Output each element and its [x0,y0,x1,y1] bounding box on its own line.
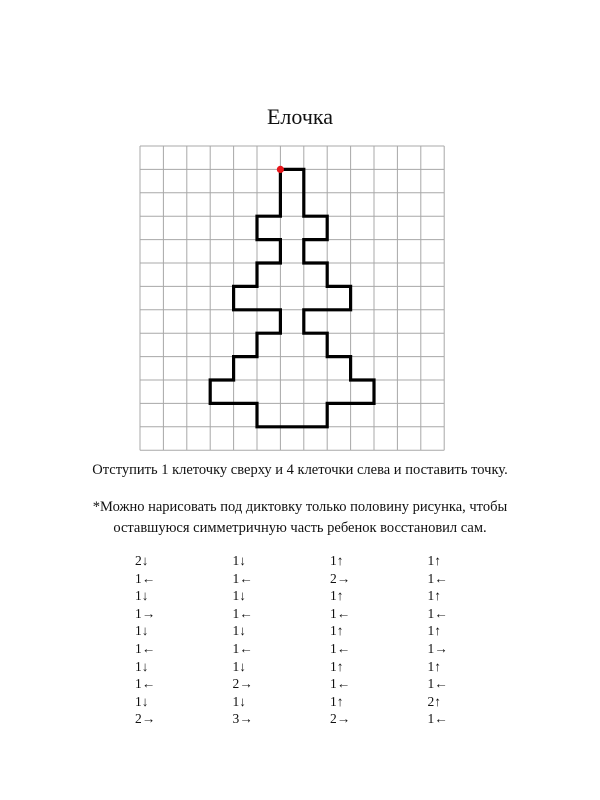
step-column [233,552,331,728]
step-item: 1↑ [330,588,344,604]
step-column [428,552,526,728]
drawing-grid [139,145,445,451]
step-item: 3→ [232,711,253,727]
step-item: 1← [330,640,351,656]
step-item: 1← [232,570,253,586]
step-item: 1← [427,711,448,727]
instruction-text: Отступить 1 клеточку сверху и 4 клеточки слева и поставить точку. [92,462,508,478]
step-item: 1↑ [427,623,441,639]
note-line-2: оставшуюся симметричную часть ребенок восстановил сам. [113,520,487,536]
step-item: 1← [427,676,448,692]
step-item: 1↓ [135,658,149,674]
step-item: 2→ [330,570,351,586]
step-item: 1← [427,605,448,621]
step-item: 1→ [427,640,448,656]
start-dot [277,166,284,173]
page-title: Елочка [266,104,334,129]
step-item: 1↑ [330,693,344,709]
step-item: 1↓ [135,588,149,604]
step-item: 1↓ [135,623,149,639]
step-item: 1↑ [330,658,344,674]
step-item: 2↑ [427,693,441,709]
step-item: 1↑ [427,553,441,568]
step-item: 1↑ [427,658,441,674]
tree-outline [210,169,374,426]
step-item: 1↓ [232,658,246,674]
step-item: 1← [232,605,253,621]
step-item: 1↓ [135,693,149,709]
note-line-1: *Можно нарисовать под диктовку только половину рисунка, чтобы [92,499,508,515]
step-item: 2→ [135,711,156,727]
step-item: 1← [330,676,351,692]
step-item: 1↑ [330,553,344,568]
step-column [330,552,428,728]
step-item: 1← [135,570,156,586]
step-item: 1↑ [330,623,344,639]
step-item: 1↓ [232,588,246,604]
step-item: 2↓ [135,553,149,568]
dictation-steps [135,552,525,728]
step-item: 1← [330,605,351,621]
step-item: 2→ [330,711,351,727]
step-item: 1← [135,640,156,656]
step-item: 1← [427,570,448,586]
step-item: 2→ [232,676,253,692]
step-item: 1→ [135,605,156,621]
step-column [135,552,233,728]
note-text [0,497,600,539]
step-item: 1↑ [427,588,441,604]
step-item: 1← [135,676,156,692]
step-item: 1← [232,640,253,656]
grid-lines [140,146,444,450]
step-item: 1↓ [232,623,246,639]
step-item: 1↓ [232,693,246,709]
step-item: 1↓ [232,553,246,568]
